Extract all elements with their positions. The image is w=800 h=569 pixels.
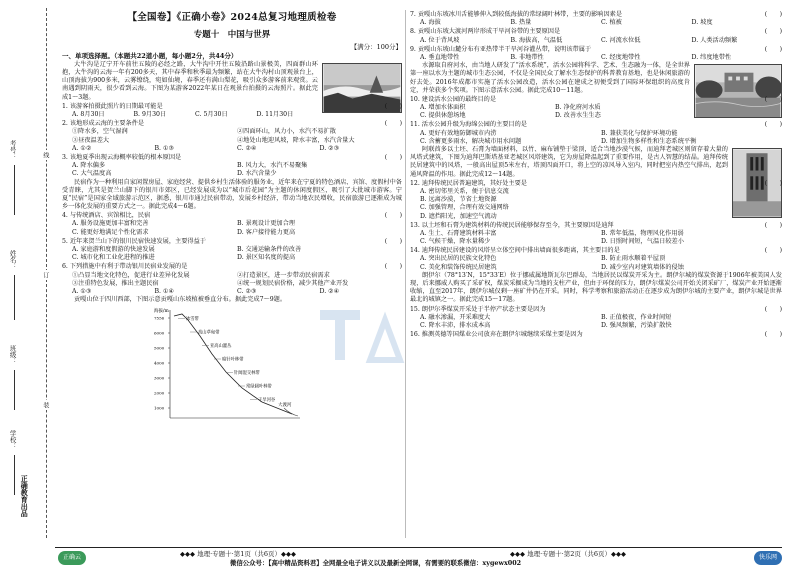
answer-paren-9[interactable]: ( )	[764, 45, 782, 53]
field-label-exam-number: 考号：	[8, 140, 17, 160]
bind-word-ding: 订	[41, 272, 49, 278]
options-10	[410, 104, 690, 120]
elevation-ticks	[154, 316, 170, 411]
passage-2: 民宿作为一种利用自家闲置房屋、家庭经营、提供乡村生活体验的服务业，近年来在宁夏的特色酒店、宾馆、度假村中备受青睐，尤其是贺兰山脚下的银川市郊区，已经发展成为以“城市后花园”为主题的休闲度假区，吸引了大批城市游客。宁夏“民宿”是国家全域旅游示范区，据悉，银川市通过民宿带动，发展乡村经济，带动当地农民增收，民宿旅游已逐渐成为城乡一体化发展的重要方式之一。据此完成4～6题。	[62, 178, 402, 211]
watermark-logo	[310, 300, 420, 370]
option-8a[interactable]: A. 位于背风坡	[420, 36, 460, 44]
option-12a[interactable]: A. 密切邻里关系，便于信息交流	[420, 187, 509, 195]
answer-paren-16[interactable]: ( )	[764, 331, 782, 339]
answer-paren-10[interactable]: ( )	[764, 95, 782, 103]
option-1a[interactable]: A. 8月30日	[72, 111, 105, 119]
option-8c[interactable]: C. 河流水位低	[601, 36, 641, 44]
statement-6-3: ③注重特色发展，推出主题民宿	[72, 279, 159, 287]
statement-6-1: ①凸显当地文化特色，促进行业差异化发展	[72, 271, 190, 279]
right-column	[410, 10, 782, 339]
option-5c[interactable]: C. 城市化和工业化进程的推进	[72, 254, 155, 262]
vegetation-zone-label: 针阔混交林带	[234, 371, 260, 377]
question-9-stem: 9. 贡嘎山东坡山麓分布有亚热带半干旱河谷灌丛带，说明该带属于	[410, 45, 592, 53]
option-8d[interactable]: D. 人类活动频繁	[691, 36, 738, 44]
option-4d[interactable]: D. 客户接待能力更高	[237, 228, 296, 236]
field-label-class: 班级：	[8, 345, 17, 365]
bind-word-xian: 线	[41, 152, 49, 158]
option-15d[interactable]: D. 强风频繁，污染扩散快	[601, 321, 672, 329]
question-10	[410, 96, 782, 104]
options-6	[62, 288, 402, 296]
vegetation-zone-diagram	[152, 306, 302, 424]
options-15	[410, 314, 782, 330]
option-6c[interactable]: C. ②③	[237, 287, 257, 295]
option-1d[interactable]: D. 11月30日	[256, 111, 294, 119]
question-7-stem: 7. 贡嘎山东坡冰川舌能够伸入到较低海拔的常绿阔叶林带，主要的影响因素是	[410, 11, 623, 18]
answer-paren-15[interactable]: ( )	[764, 305, 782, 313]
option-3b[interactable]: B. 风力大，水汽不易聚集	[237, 162, 308, 170]
exam-title: 【全国卷】《正确小卷》2024总复习地理质检卷	[127, 12, 337, 23]
option-3a[interactable]: A. 降水偏多	[72, 162, 106, 170]
option-6d[interactable]: D. ②④	[319, 287, 340, 295]
question-4	[62, 212, 402, 220]
question-13-stem: 13. 以土坯和石膏为建筑材料的传统民居能够保存至今，其主要原因是迪拜	[410, 221, 614, 229]
statement-2-1: ①降水多，空气湿润	[72, 128, 128, 136]
footer-page-right: ◆◆◆ 地理·专题十·第2页（共6页）◆◆◆	[510, 550, 626, 558]
option-14c[interactable]: C. 美化和装饰传统民居建筑	[420, 263, 497, 271]
field-line-name[interactable]	[14, 275, 15, 320]
question-16-stem: 16. 推测英德等国煤业公司放弃在朗伊尔城继续采煤主要是因为	[410, 331, 583, 339]
answer-paren-11[interactable]: ( )	[764, 121, 782, 129]
option-7b[interactable]: B. 热量	[510, 19, 532, 27]
option-9a[interactable]: A. 垂直地带性	[420, 53, 460, 61]
answer-paren-14[interactable]: ( )	[764, 247, 782, 255]
passage-6: 朗伊尔（78°13′N，15°33′E）位于挪威属地斯瓦尔巴群岛，当地居民以煤炭开采为主。朗伊尔城的煤炭资源于1906年被美国人发现，后来挪威人购买了采矿权，煤炭采掘成为当地的支柱产业，但由于环保的压力，朗伊尔煤炭公司开始关闭采矿厂，煤炭产业开始逐渐收缩，直至2017年，朗伊尔城仅剩一座矿井仍在开采。同时，科学考察和旅游活动正在逐步成为朗伊尔城的主要产业，朗伊尔城是世界最北的城镇之一。据此完成15～17题。	[410, 271, 782, 304]
option-4b[interactable]: B. 景观设计更加合理	[237, 220, 295, 228]
answer-paren-2[interactable]: ( )	[384, 120, 402, 128]
question-3-stem: 3. 该地夏季出现云海概率较低的根本原因是	[62, 153, 182, 161]
vegetation-zone-label: 亚高山灌丛	[210, 344, 232, 350]
footer-logo-right: 快乐网	[754, 551, 782, 565]
field-line-class[interactable]	[14, 370, 15, 410]
field-label-name: 姓名：	[8, 250, 17, 270]
answer-paren-12[interactable]: ( )	[764, 179, 782, 187]
option-2a[interactable]: A. ①②	[72, 144, 92, 152]
option-15c[interactable]: C. 降水丰沛，排水成本高	[420, 321, 491, 329]
question-7	[410, 11, 782, 19]
answer-paren-3[interactable]: ( )	[384, 153, 402, 161]
elevation-axis-label: 海拔/m	[154, 309, 169, 315]
option-2c[interactable]: C. ②④	[237, 144, 257, 152]
statement-6-4: ④统一规划民宿价格，减少其他产业开发	[237, 279, 349, 287]
question-5	[62, 238, 402, 246]
option-11b[interactable]: B. 兼获美化与保护环境功能	[601, 129, 678, 137]
option-9b[interactable]: B. 非地带性	[510, 53, 544, 61]
passage-5: 阿联酋多以土坯、石膏为墙面材料，以竹、麻布铺垫于梁顶，适合当地沙漠气候，而迪拜老城区则留存着大量的风塔式建筑，下图为迪拜巴斯塔基亚老城区风塔建筑，它为房屋降温起到了重要作用，是古人智慧的结晶。迪拜传统民居建筑中的风塔，一般高出屋顶5米左右，塔顶四面开口，将上空的凉风导入室内，同时把室内热空气排出，起到通风降温的作用。据此完成12～14题。	[410, 146, 728, 178]
elevation-tick-label: 6000	[154, 330, 165, 336]
option-11a[interactable]: A. 更好有效地防御城市内涝	[420, 129, 497, 137]
vegetation-zone-label: 常绿阔叶林带	[246, 384, 272, 390]
option-12d[interactable]: D. 遮挡阳光，加速空气流动	[420, 212, 497, 220]
option-1c[interactable]: C. 5月30日	[195, 111, 228, 119]
question-15	[410, 306, 782, 314]
question-9	[410, 46, 782, 54]
question-11	[410, 121, 782, 129]
footer-rule	[55, 547, 782, 548]
exam-subtitle: 专题十 中国与世界	[193, 29, 271, 40]
elevation-tick-label: 7556	[154, 315, 165, 321]
options-13	[410, 230, 782, 246]
elevation-tick-label: 3000	[154, 375, 165, 381]
vegetation-zone-label: 冰雪带	[186, 317, 199, 323]
passage-4: 水源取自府河水，由当地人研发了“活水系统”，活水公园将科学、艺术、生态融为一体，是全世界第一座以水为主题的城市生态公园，不仅是全国民众了解水生态保护的科普教育基地，也是休闲旅游的好去处。2016年成都市实施了活水公园改造，活水公园在建成之初便受到了国际环保组织的高度肯定，并荣获多个奖项。下图示意活水公园。据此完成10～11题。	[410, 62, 690, 94]
option-9c[interactable]: C. 经度地带性	[601, 53, 641, 61]
option-15a[interactable]: A. 融水渗漏，开采难度大	[420, 313, 491, 321]
question-14-stem: 14. 迪拜传统民居建设的风塔呈立体空间中排出墙面很多距离，其主要目的是	[410, 247, 620, 255]
question-2	[62, 120, 402, 128]
passage-3: 贡嘎山位于四川西部，下图示意贡嘎山东坡植被垂直分布。据此完成7～9题。	[74, 296, 287, 304]
options-14	[410, 255, 782, 271]
elevation-tick-label: 1000	[154, 405, 165, 411]
vegetation-zone-label: 高山草甸带	[198, 330, 220, 336]
question-3	[62, 154, 402, 162]
option-15b[interactable]: B. 正值极夜，作业时间短	[601, 313, 672, 321]
option-11c[interactable]: C. 含蓄更多雨水，解决城市用水问题	[420, 137, 522, 145]
question-6	[62, 263, 402, 271]
question-1-stem: 1. 该游客拍摄此照片的日期最可能是	[62, 102, 163, 110]
question-2-stem: 2. 该地形成云海的主要条件是	[62, 120, 145, 128]
footer-logo-left: 正确云	[58, 551, 86, 565]
option-5d[interactable]: D. 景区知名度的提高	[237, 254, 296, 262]
option-14b[interactable]: B. 防止雨水顺着平屋顶	[601, 255, 666, 263]
options-1	[62, 111, 318, 119]
field-line-exam-number[interactable]	[14, 165, 15, 215]
option-7d[interactable]: D. 坡度	[691, 19, 713, 27]
options-8	[410, 37, 782, 45]
bind-word-zhuang: 装	[41, 402, 49, 408]
options-5	[62, 246, 402, 262]
option-12b[interactable]: B. 远离沙漠，节省土地资源	[420, 196, 497, 204]
option-2d[interactable]: D. ②③	[319, 144, 340, 152]
question-5-stem: 5. 近年来贺兰山下的银川民宿快速发展，主要得益于	[62, 237, 206, 245]
option-3c[interactable]: C. 大气温度高	[72, 170, 112, 178]
question-13	[410, 222, 782, 230]
statements-6	[62, 272, 402, 288]
option-10a[interactable]: A. 增加水体面积	[420, 104, 466, 112]
publisher-mark: 正确教育出品	[20, 475, 30, 517]
question-8	[410, 28, 782, 36]
footer-notice: 微信公众号：【高中精品资料君】全网最全电子讲义以及最新全网课，有需要的联系微信：xygewx002	[230, 559, 522, 567]
option-3d[interactable]: D. 水汽含量少	[237, 170, 277, 178]
options-7	[410, 19, 782, 27]
field-line-school[interactable]	[14, 455, 15, 495]
answer-paren-8[interactable]: ( )	[764, 28, 782, 36]
passage-1: 大牛沟是辽宁开车前往五陵的必经之路，大牛沟中开往五陵沿路山景极美，四面群山环抱，大牛沟的云海一年有200多天，其中春季和秋季最为频繁，站在大牛沟村山顶观景台上，山顶海拔为900多米，云雾缭绕，宛如仙境，春季还有满山梨花，吸引众多游客前来观赏。云南遇到阴雨天，很少看到云海。下图为某游客2022年某日在观景台拍摄的云海照片。据此完成1～3题。	[62, 60, 318, 101]
options-12	[410, 188, 728, 221]
answer-paren-7[interactable]: ( )	[764, 11, 782, 18]
option-10c[interactable]: C. 提供休憩场地	[420, 112, 466, 120]
option-6b[interactable]: B. ①④	[154, 287, 175, 295]
vegetation-zones	[178, 315, 276, 403]
option-13c[interactable]: C. 气候干燥，降水量稀少	[420, 238, 491, 246]
statements-2	[62, 128, 402, 144]
question-15-stem: 15. 朗伊尔季煤炭开采处于半停产状态主要是因为	[410, 305, 546, 313]
option-12c[interactable]: C. 加强管理，合理有效交通网络	[420, 204, 509, 212]
statement-2-3: ③昼夜温差大	[72, 136, 110, 144]
option-4a[interactable]: A. 服务设施更加丰富和完善	[72, 220, 149, 228]
option-6a[interactable]: A. ①③	[72, 287, 92, 295]
question-6-stem: 6. 下列措施中有利于带动银川民宿业发展的是	[62, 263, 188, 271]
options-11	[410, 130, 782, 146]
vegetation-zone-label: 干旱河谷	[258, 398, 276, 404]
option-14a[interactable]: A. 突出民居的民族文化特色	[420, 255, 497, 263]
water-park-photo	[694, 64, 782, 118]
full-score: 【满分：100分】	[350, 42, 402, 51]
question-14	[410, 247, 782, 255]
field-label-school: 学校：	[8, 430, 17, 450]
answer-paren-4[interactable]: ( )	[384, 212, 402, 220]
question-8-stem: 8. 贡嘎山东坡大渡河两岸形成干旱河谷带的主要原因是	[410, 28, 561, 36]
option-5b[interactable]: B. 交通运输条件的改善	[237, 246, 302, 254]
option-10b[interactable]: B. 净化府河水质	[555, 104, 601, 112]
footer-page-left: ◆◆◆ 地理·专题十·第1页（共6页）◆◆◆	[180, 550, 296, 558]
statement-6-2: ②打造景区，进一步带动民宿需求	[237, 271, 330, 279]
option-13a[interactable]: A. 生土、石膏建筑材料丰富	[420, 229, 497, 237]
option-11d[interactable]: D. 增加生物多样性和生态系统平衡	[601, 137, 697, 145]
question-11-stem: 11. 活水公园升级为海绵公园的主要目的是	[410, 121, 527, 129]
question-4-stem: 4. 与传统酒店、宾馆相比，民宿	[62, 212, 151, 220]
option-1b[interactable]: B. 9月30日	[133, 111, 167, 119]
river-label: 大渡河	[278, 403, 292, 409]
column-divider	[405, 10, 406, 538]
elevation-tick-label: 5000	[154, 345, 165, 351]
options-3	[62, 162, 402, 178]
option-7c[interactable]: C. 植被	[601, 19, 622, 27]
option-5a[interactable]: A. 家庭游和度假游的快速发展	[72, 246, 155, 254]
option-4c[interactable]: C. 能更好地满足个性化需求	[72, 228, 149, 236]
option-2b[interactable]: B. ①③	[154, 144, 175, 152]
vegetation-zone-label: 暗针叶林带	[222, 357, 244, 363]
page-footer	[0, 547, 800, 569]
question-1	[62, 103, 402, 111]
option-10d[interactable]: D. 改善水生生态	[555, 112, 601, 120]
answer-paren-1[interactable]: ( )	[384, 102, 402, 110]
elevation-tick-label: 2000	[154, 390, 165, 396]
answer-paren-5[interactable]: ( )	[384, 237, 402, 245]
statement-2-4: ④地处山地迎风坡，降水丰富，水汽含量大	[237, 136, 355, 144]
option-7a[interactable]: A. 海拔	[420, 19, 441, 27]
option-14d[interactable]: D. 减少室内对建筑墙体的侵蚀	[601, 263, 684, 271]
elevation-tick-label: 4000	[154, 360, 165, 366]
option-8b[interactable]: B. 海拔高，气温低	[510, 36, 563, 44]
section-heading: 一、单项选择题。（本题共22道小题，每小题2分，共44分）	[62, 52, 238, 61]
answer-paren-13[interactable]: ( )	[764, 221, 782, 229]
options-9	[410, 54, 782, 62]
question-10-stem: 10. 建设活水公园的最终目的是	[410, 95, 497, 103]
option-9d[interactable]: D. 纬度地带性	[691, 53, 732, 61]
options-4	[62, 220, 402, 236]
answer-paren-6[interactable]: ( )	[384, 263, 402, 271]
option-13b[interactable]: B. 常年低温，物理风化作用弱	[601, 229, 684, 237]
statement-2-2: ②四面环山，风力小，水汽不易扩散	[237, 128, 336, 136]
question-12-stem: 12. 迪拜传统民居普遍建筑，其好处主要是	[410, 179, 527, 187]
options-2	[62, 145, 402, 153]
question-16	[410, 331, 782, 339]
question-12	[410, 180, 782, 188]
binding-strip	[0, 0, 60, 545]
option-13d[interactable]: D. 日照时间短，气温日较差小	[601, 238, 684, 246]
